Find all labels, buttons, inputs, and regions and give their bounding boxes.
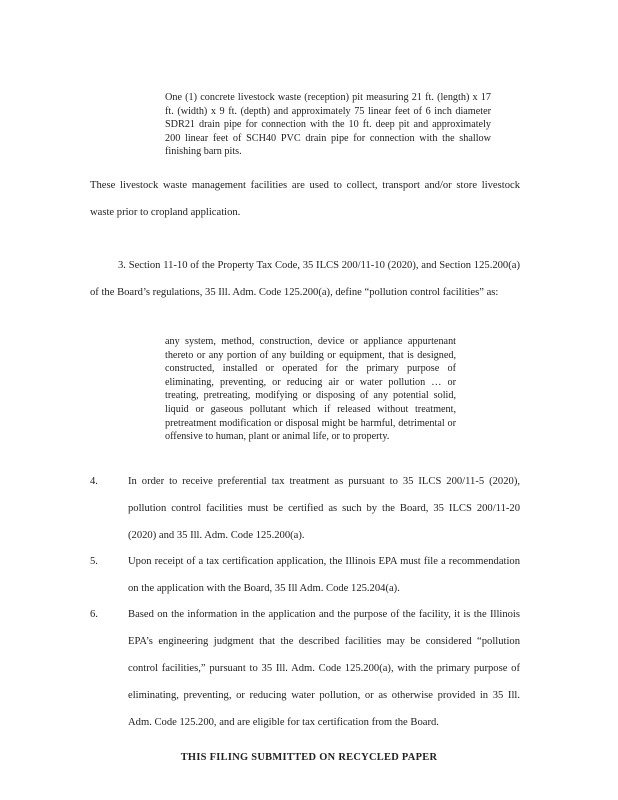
item-3-text: Section 11-10 of the Property Tax Code, 35 ILCS 200/11-10 (2020), and Section 125.200(a) of the Board’s regulations, 35 Ill. Adm. Code 125.200(a), define “pollution control facilities” as: bbox=[90, 260, 520, 298]
item-6-number: 6. bbox=[90, 609, 98, 620]
item-3-number: 3. bbox=[118, 260, 126, 271]
item-6-text: Based on the information in the application and the purpose of the facility, it is the Illinois EPA’s engineering judgment that the described facilities may be considered “pollution control facilities,” pursuant to 35 Ill. Adm. Code 125.200(a), with the primary purpose of eliminating, preventing, or reducing water pollution, or as otherwise provided in 35 Ill. Adm. Code 125.200, and are eligible for tax certification from the Board. bbox=[128, 609, 520, 728]
item-4-number: 4. bbox=[90, 476, 98, 487]
paragraph-facilities-use: These livestock waste management facilities are used to collect, transport and/or store livestock waste prior to cropland application. bbox=[90, 180, 520, 218]
paragraph-section-3 bbox=[90, 252, 520, 306]
quote-definition: any system, method, construction, device or appliance appurtenant thereto or any portion of any building or equipment, that is designed, constructed, installed or operated for the primary purpose of eliminating, preventing, or reducing air or water pollution … or treating, pretreating, modifying or disposing of any potential solid, liquid or gaseous pollutant which if released without treatment, pretreatment modification or disposal might be harmful, detrimental or offensive to human, plant or animal life, or to property. bbox=[165, 336, 456, 443]
item-4-text: In order to receive preferential tax treatment as pursuant to 35 ILCS 200/11-5 (2020), pollution control facilities must be certified as such by the Board, 35 ILCS 200/11-20 (2020) and 35 Ill. Adm. Code 125.200(a). bbox=[128, 476, 520, 541]
recycled-paper-footer: THIS FILING SUBMITTED ON RECYCLED PAPER bbox=[180, 752, 438, 763]
quote-pit-description: One (1) concrete livestock waste (reception) pit measuring 21 ft. (length) x 17 ft. (width) x 9 ft. (depth) and approximately 75 linear feet of 6 inch diameter SDR21 drain pipe for connection with the 10 ft. deep pit and approximately 200 linear feet of SCH40 PVC drain pipe for connection with the shallow finishing barn pits. bbox=[165, 92, 491, 158]
item-5-number: 5. bbox=[90, 556, 98, 567]
item-5-text: Upon receipt of a tax certification application, the Illinois EPA must file a recommendation on the application with the Board, 35 Ill Adm. Code 125.204(a). bbox=[128, 556, 520, 594]
